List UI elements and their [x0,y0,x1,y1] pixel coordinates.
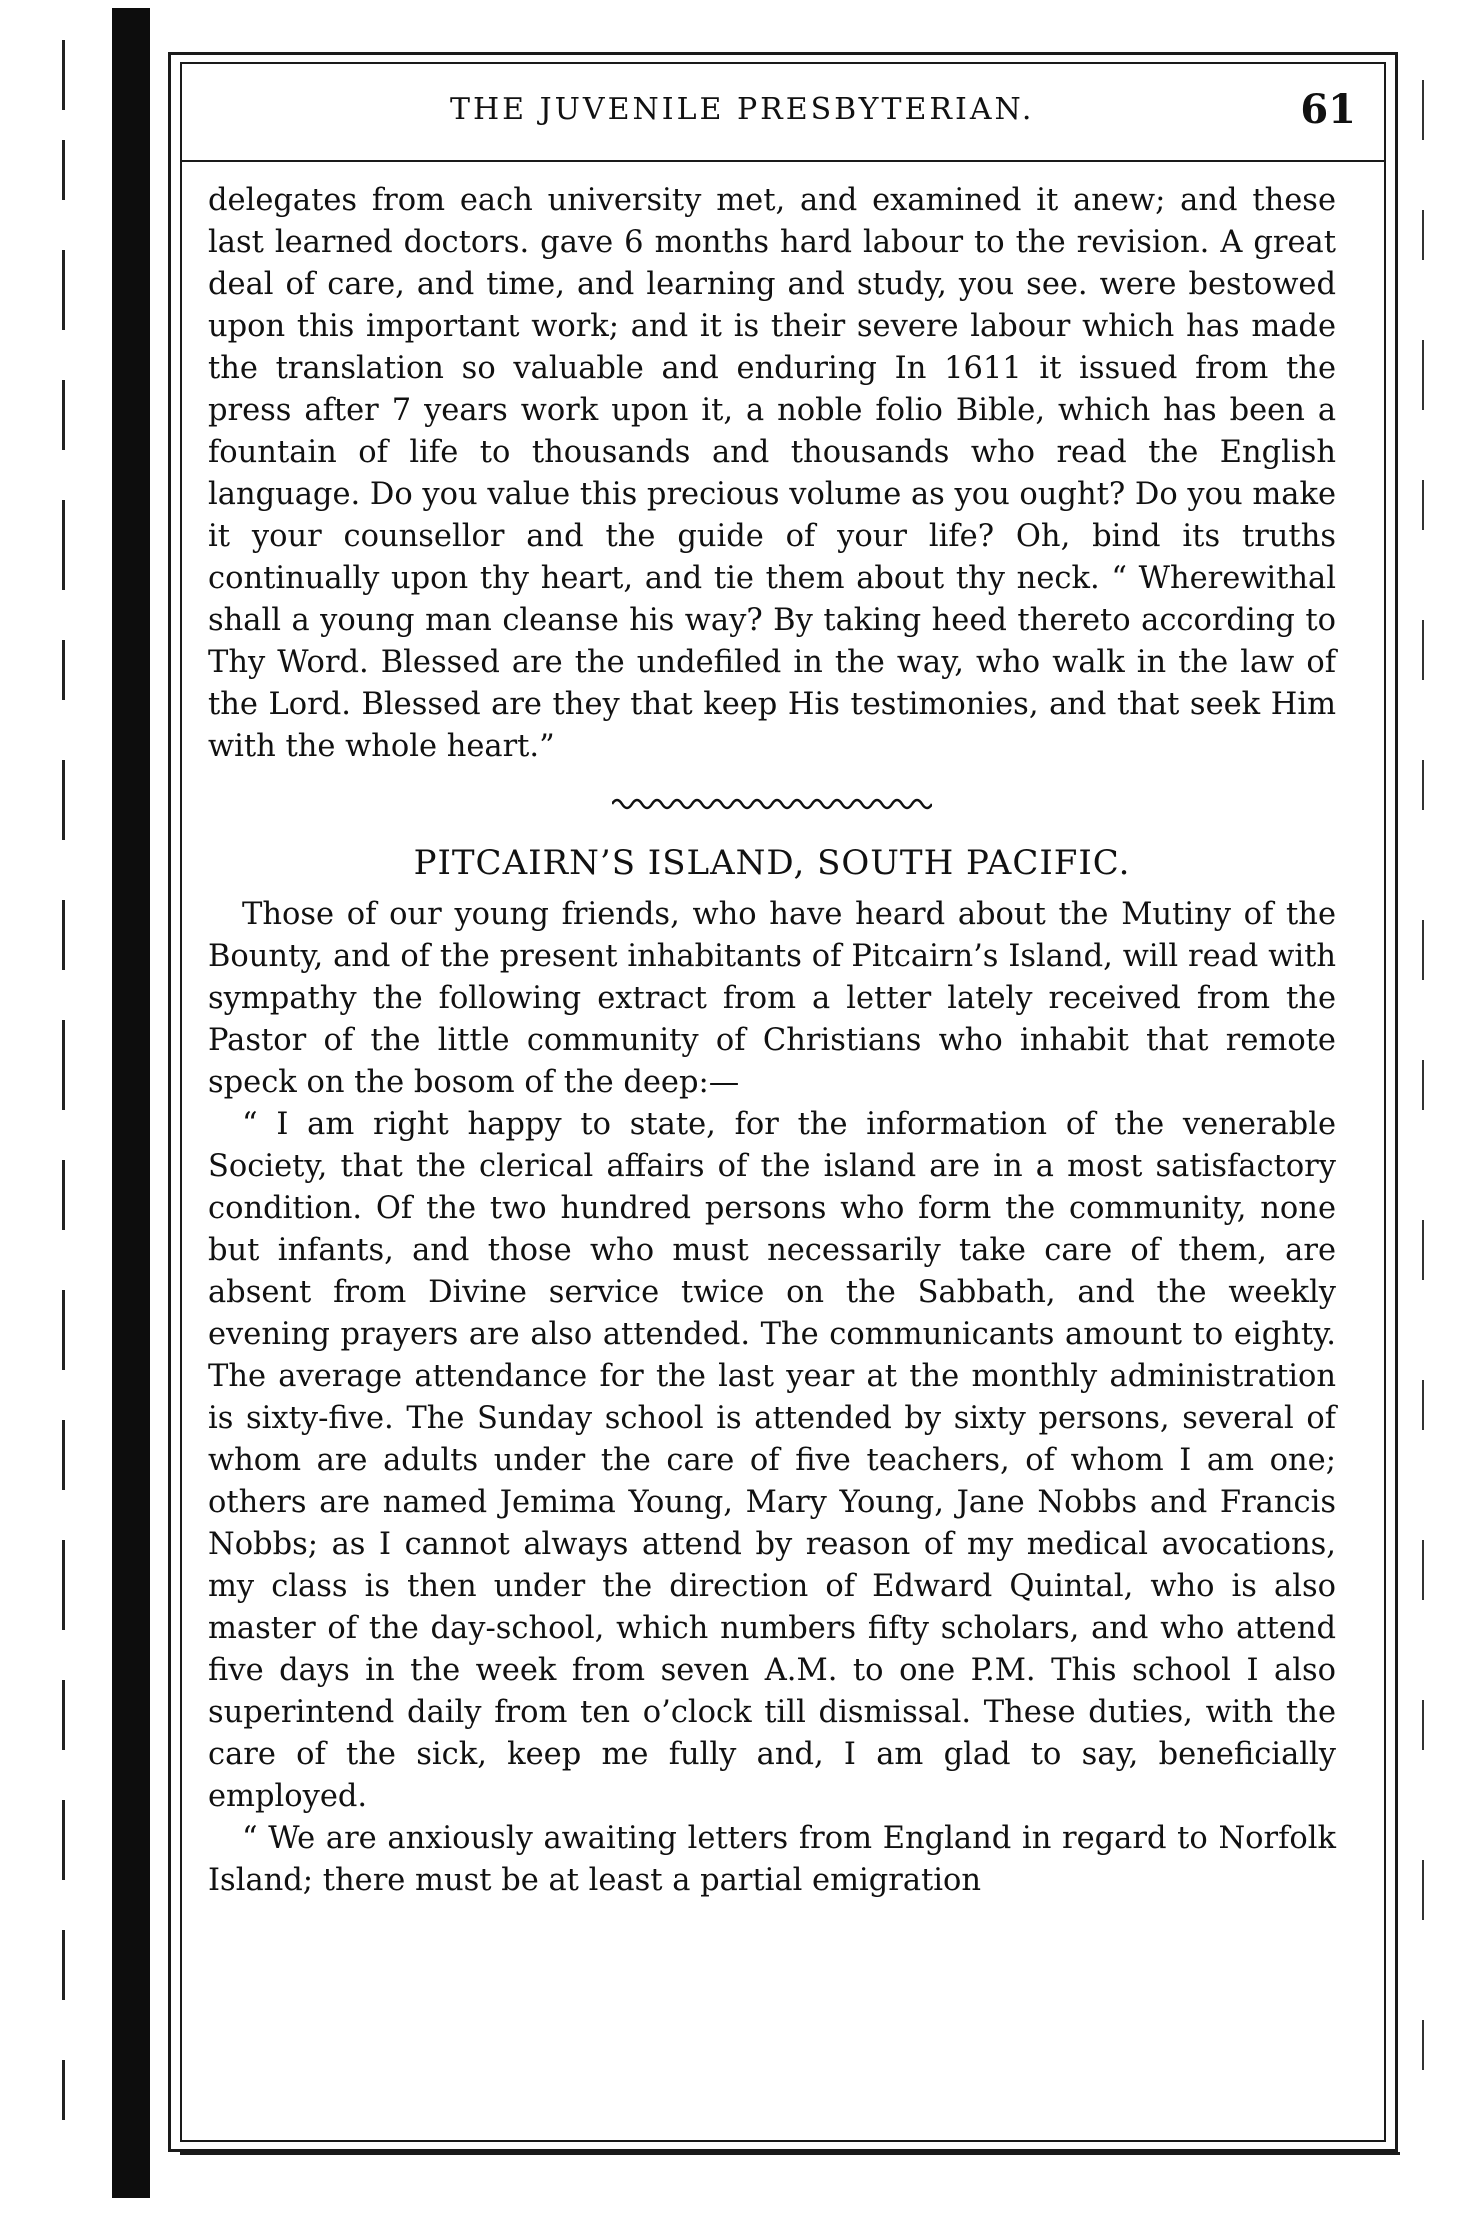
left-margin-marks [0,0,110,2228]
ornamental-divider [208,784,1336,824]
bottom-rule [180,2152,1400,2155]
running-head [180,86,1386,136]
paragraph-continued: delegates from each university met, and examined it anew; and these last learned doctors. gave 6 months hard labour to the revision. A great deal of care, and time, and learning and study, you see. were bestowed upon this important work; and it is their severe labour which has made the translation so valuable and enduring In 1611 it issued from the press after 7 years work upon it, a noble folio Bible, which has been a fountain of life to thousands and thousands who read the English language. Do you value this precious volume as you ought? Do you make it your counsellor and the guide of your life? Oh, bind its truths continually upon thy heart, and tie them about thy neck. “ Wherewithal shall a young man cleanse his way? By taking heed thereto according to Thy Word. Blessed are the undefiled in the way, who walk in the law of the Lord. Blessed are they that keep His testimonies, and that seek Him with the whole heart.” [208,183,1336,764]
section-heading: PITCAIRN’S ISLAND, SOUTH PACIFIC. [413,843,1131,883]
right-margin-marks [1404,60,1444,2160]
section-paragraph-intro: Those of our young friends, who have heard about the Mutiny of the Bounty, and of the present inhabitants of Pitcairn’s Island, will read with sympathy the following extract from a letter lately received from the Pastor of the little community of Christians who inhabit that remote speck on the bosom of the deep:— [208,897,1336,1100]
header-rule [180,160,1386,162]
section-paragraph-letter: “ I am right happy to state, for the information of the venerable Society, that the clerical affairs of the island are in a most satisfactory condition. Of the two hundred persons who form the community, none but infants, and those who must necessarily take care of them, are absent from Divine service twice on the Sabbath, and the weekly evening prayers are also attended. The communicants amount to eighty. The average attendance for the last year at the monthly administration is sixty-five. The Sunday school is attended by sixty persons, several of whom are adults under the care of five teachers, of whom I am one; others are named Jemima Young, Mary Young, Jane Nobbs and Francis Nobbs; as I cannot always attend by reason of my medical avocations, my class is then under the direction of Edward Quintal, who is also master of the day-school, which numbers fifty scholars, and who attend five days in the week from seven A.M. to one P.M. This school I also superintend daily from ten o’clock till dismissal. These duties, with the care of the sick, keep me fully and, I am glad to say, beneficially employed. [208,1107,1336,1814]
binding-gutter [112,8,150,2198]
wavy-rule-icon [612,794,932,814]
page-number: 61 [1300,86,1356,133]
article-body [208,180,1336,1902]
running-title: THE JUVENILE PRESBYTERIAN. [450,92,1035,127]
section-paragraph-letter-continued: “ We are anxiously awaiting letters from England in regard to Norfolk Island; there must be at least a partial emigration [208,1821,1336,1898]
